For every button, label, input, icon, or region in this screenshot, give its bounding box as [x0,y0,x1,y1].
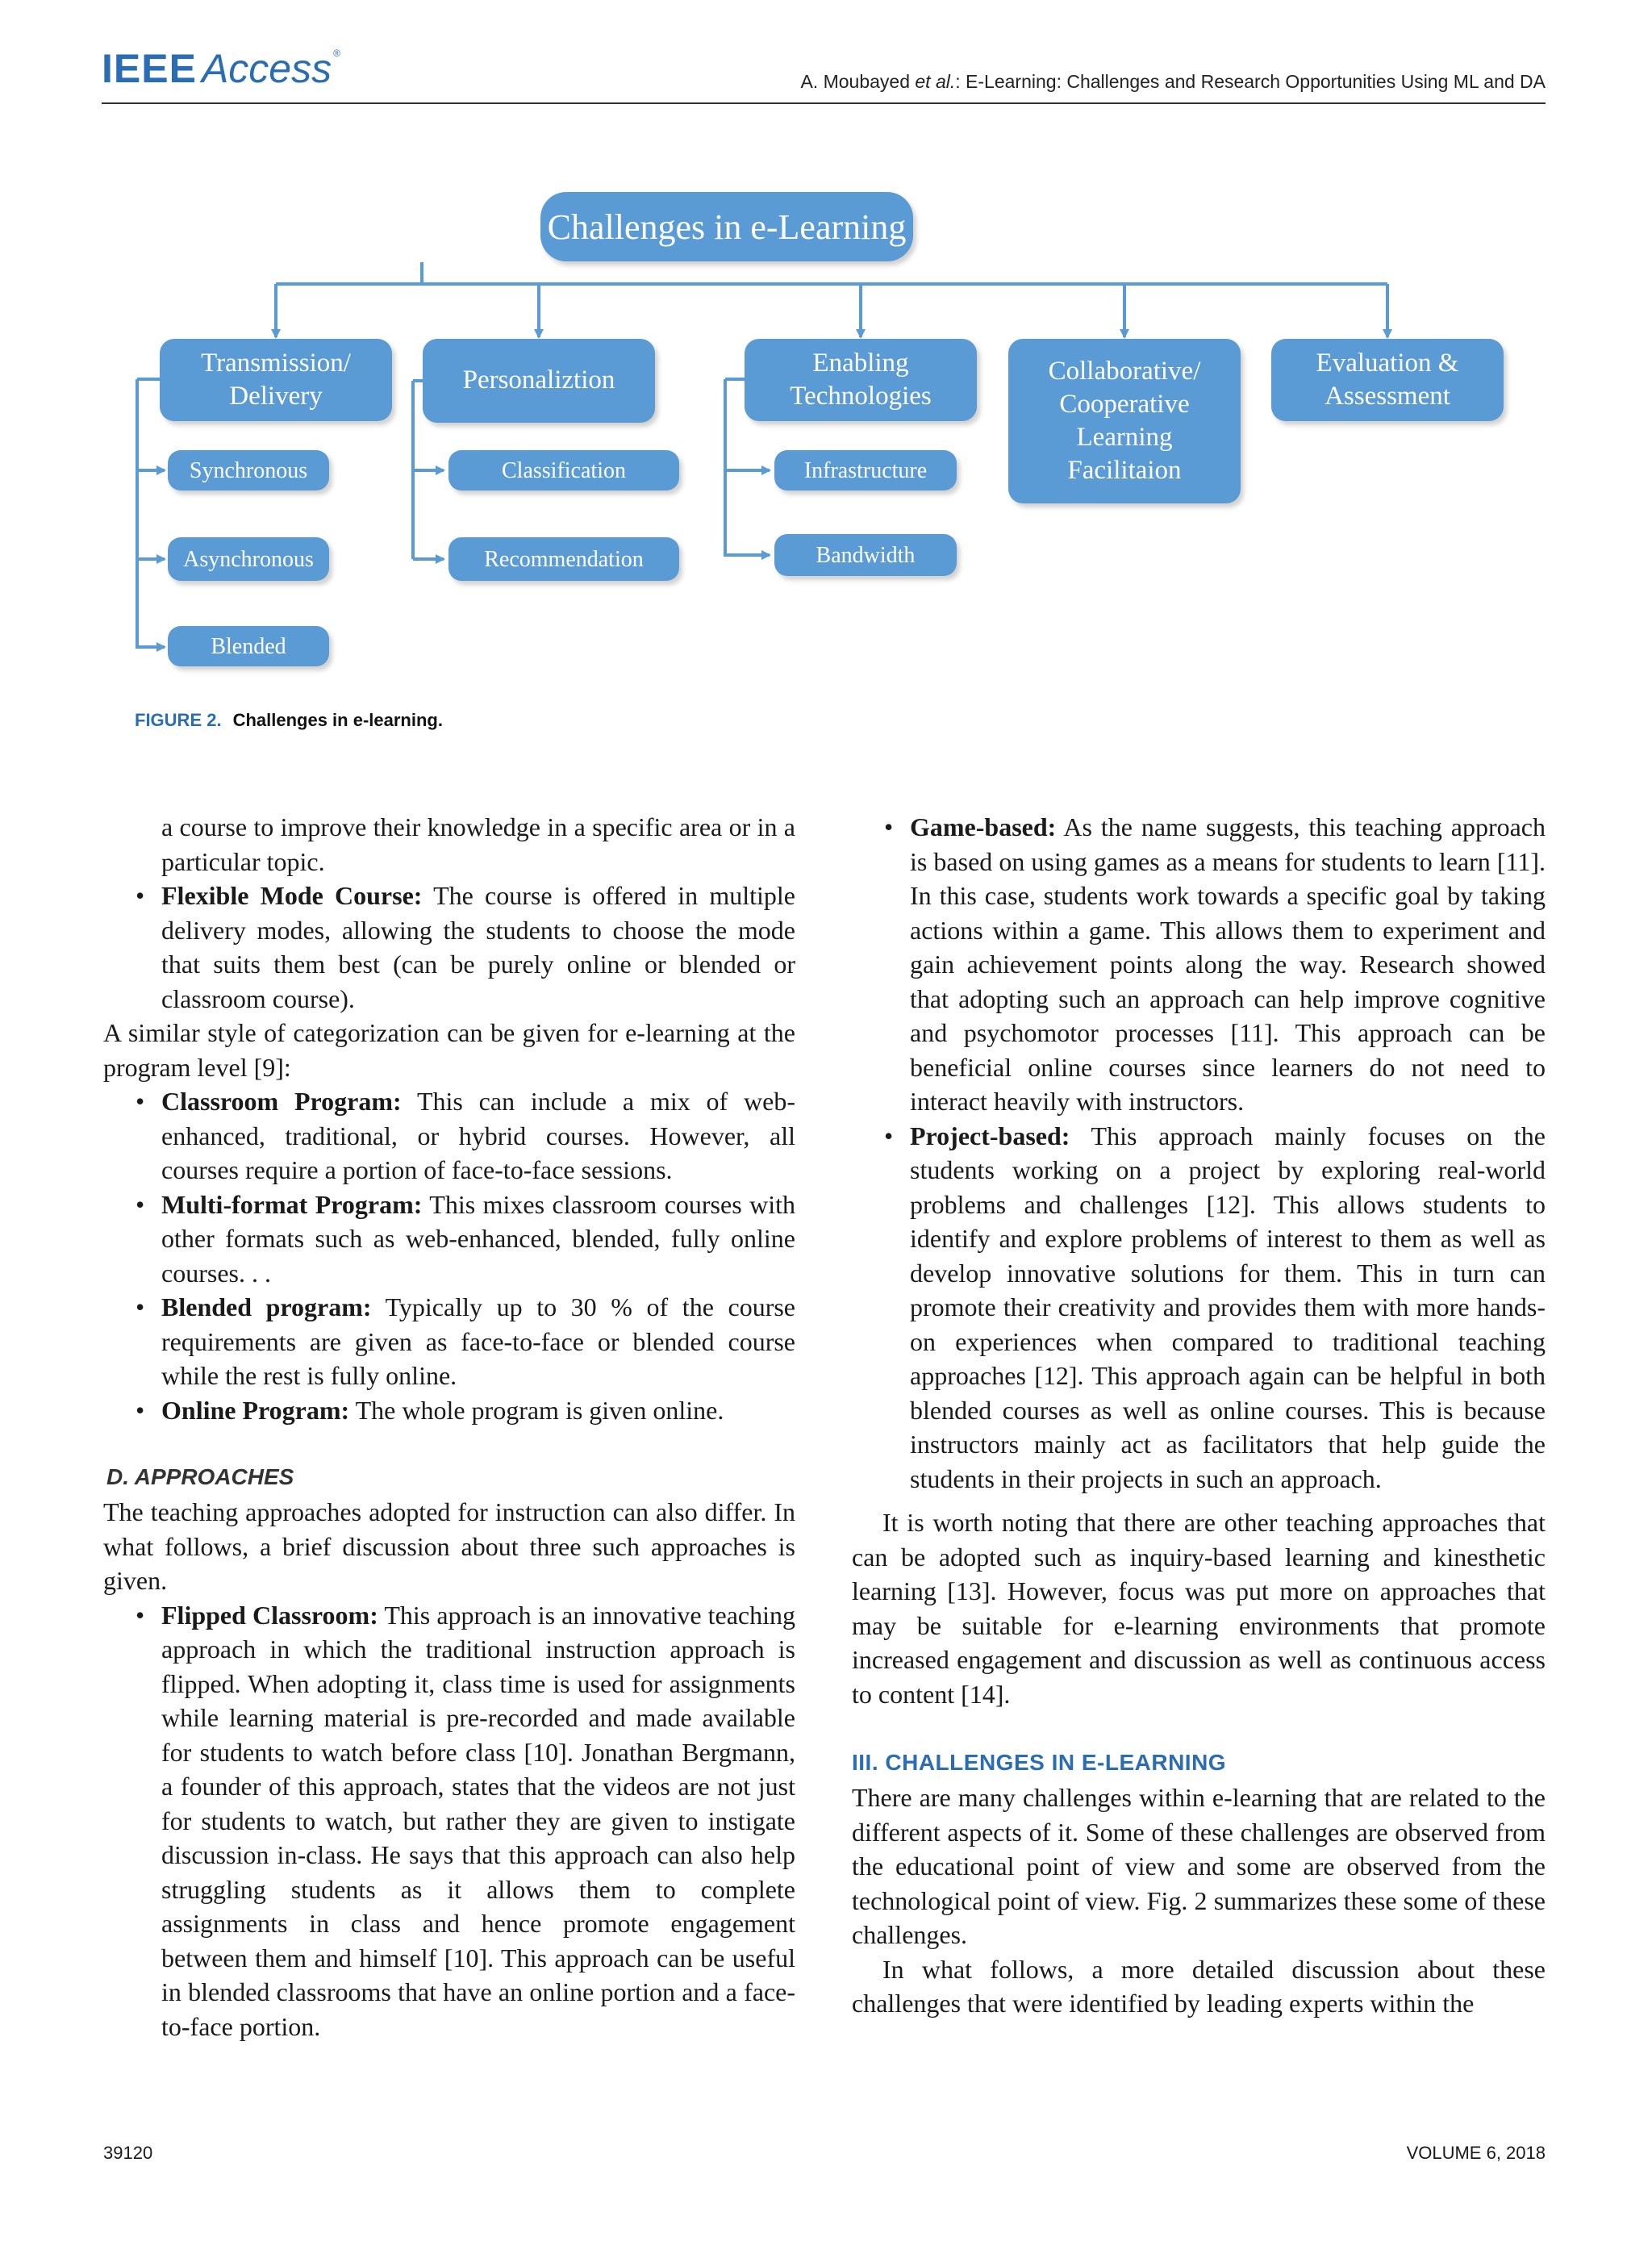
ieee-access-logo: IEEE Access ® [102,46,340,91]
flipped-classroom-title: Flipped Classroom: [161,1600,378,1630]
node-evaluation-assessment [1271,339,1504,421]
node-collaborative-learning [1008,339,1241,503]
course-type-list [103,879,795,1016]
game-based-title: Game-based: [910,812,1057,841]
running-head [800,71,1546,93]
node-root: Challenges in e-Learning [540,192,913,261]
course-intro-continuation: a course to improve their knowledge in a specific area or in a particular topic. [161,812,795,876]
node-classification: Classification [448,450,679,491]
challenges-paragraph-2: In what follows, a more detailed discussion about these challenges that were identified by leading experts within the [852,1954,1546,2018]
logo-ieee: IEEE [102,46,197,91]
node-cat-5-line-2: Assessment [1325,382,1450,411]
challenges-paragraph-1: There are many challenges within e-learning that are related to the different aspects of it. Some of these challenges are observed from the educational point of view and some are observed from the technological point of view. Fig. 2 summarizes these some of these challenges. [852,1783,1546,1949]
running-head-etal: et al. [915,71,956,92]
approaches-intro: The teaching approaches adopted for instruction can also differ. In what follows, a brief discussion about three such approaches is given. [103,1497,795,1595]
program-text: The whole program is given online. [349,1395,724,1425]
list-item-flipped-classroom [103,1598,795,2044]
node-transmission-delivery [160,339,392,421]
header-rule [102,102,1546,104]
running-head-title: : E-Learning: Challenges and Research Opportunities Using ML and DA [955,71,1546,92]
logo-access: Access [201,46,332,91]
list-item-blended-program [103,1290,795,1393]
game-based-text: As the name suggests, this teaching approach is based on using games as a means for students to learn [11]. In this case, students work towards a specific goal by taking actions within a game. This allows them to experiment and gain achievement points along the way. Research showed that adopting such an approach can help improve cognitive and psychomotor processes [11]. This approach can be beneficial online courses since learners do not need to interact heavily with instructors. [910,812,1546,1116]
section-heading-approaches: D. APPROACHES [106,1464,294,1489]
program-title: Online Program: [161,1395,350,1425]
challenges-diagram [102,161,1546,726]
node-cat-4-line-4: Facilitaion [1067,456,1182,486]
list-item-project-based [852,1119,1546,1497]
node-recommendation: Recommendation [448,537,679,581]
node-asynchronous: Asynchronous [168,537,329,581]
program-text: This can include a mix of web-enhanced, traditional, or hybrid courses. However, all courses require a portion of face-to-face sessions. [161,1087,796,1184]
flexible-mode-text: The course is offered in multiple delivery modes, allowing the students to choose the mode that suits them best (can be purely online or blended or classroom course). [161,881,796,1013]
running-head-authors: A. Moubayed [800,71,916,92]
list-item-multi-format-program [103,1188,795,1291]
node-blended: Blended [168,626,329,666]
node-cat-3-line-2: Technologies [790,382,932,411]
program-text: Typically up to 30 % of the course requirements are given as face-to-face or blended course while the rest is fully online. [161,1292,796,1390]
list-item-online-program [103,1393,795,1428]
node-cat-1-line-2: Delivery [229,382,323,411]
project-based-title: Project-based: [910,1121,1070,1150]
figure-caption [135,710,443,731]
program-type-list [103,1084,795,1427]
node-infrastructure: Infrastructure [774,450,957,491]
list-item-flexible-mode [103,879,795,1016]
node-cat-5-line-1: Evaluation & [1316,348,1459,378]
node-cat-2-line-1: Personaliztion [462,365,615,395]
other-approaches-paragraph: It is worth noting that there are other teaching approaches that can be adopted such as inquiry-based learning and kinesthetic learning [13]. However, focus was put more on approaches that may be suitable for e-learning environments that promote increased engagement and discussion as well as continuous access to content [14]. [852,1508,1546,1709]
figure-caption-label: FIGURE 2. [135,710,222,730]
list-item-game-based [852,810,1546,1119]
flexible-mode-title: Flexible Mode Course: [161,881,423,910]
section-heading-challenges: III. CHALLENGES IN E-LEARNING [852,1750,1227,1775]
list-item-classroom-program [103,1084,795,1188]
program-title: Multi-format Program: [161,1189,423,1219]
node-synchronous: Synchronous [168,450,329,491]
program-text: This mixes classroom courses with other formats such as web-enhanced, blended, fully online courses. . . [161,1189,796,1288]
node-personalization [423,339,655,423]
node-cat-4-line-1: Collaborative/ [1048,356,1201,386]
program-level-intro: A similar style of categorization can be given for e-learning at the program level [9]: [103,1018,795,1082]
program-title: Classroom Program: [161,1087,402,1116]
approaches-list-left [103,1598,795,2044]
left-column [103,810,795,2044]
volume-info: VOLUME 6, 2018 [1406,2143,1546,2163]
node-enabling-technologies [745,339,977,421]
program-title: Blended program: [161,1292,372,1321]
figure-caption-text: Challenges in e-learning. [232,710,443,730]
node-cat-4-line-2: Cooperative [1059,389,1190,419]
node-cat-1-line-1: Transmission/ [201,348,351,378]
page-number: 39120 [103,2143,153,2163]
flipped-classroom-text: This approach is an innovative teaching approach in which the traditional instruction approach is flipped. When adopting it, class time is used for assignments while learning material is pre-recorded and made available for students to watch before class [10]. Jonathan Bergmann, a founder of this approach, states that the videos are not just for students to watch, but rather they are given to instigate discussion in-class. He says that this approach can also help struggling students as it allows them to complete assignments in class and hence promote engagement between them and himself [10]. This approach can be useful in blended classrooms that have an online portion and a face-to-face portion. [161,1600,796,2041]
node-cat-3-line-1: Enabling [812,348,909,378]
right-column [852,810,1546,2021]
project-based-text: This approach mainly focuses on the students working on a project by exploring real-world problems and challenges [12]. This allows students to identify and explore problems of interest to them as well as develop innovative solutions for them. This in turn can promote their creativity and provides them with more hands-on experiences when compared to traditional teaching approaches [12]. This approach again can be helpful in both blended courses as well as online courses. This is because instructors mainly act as facilitators that help guide the students in their projects in such an approach. [910,1121,1546,1493]
node-cat-4-line-3: Learning [1076,423,1173,452]
approaches-list-right [852,810,1546,1496]
node-bandwidth: Bandwidth [774,534,957,576]
